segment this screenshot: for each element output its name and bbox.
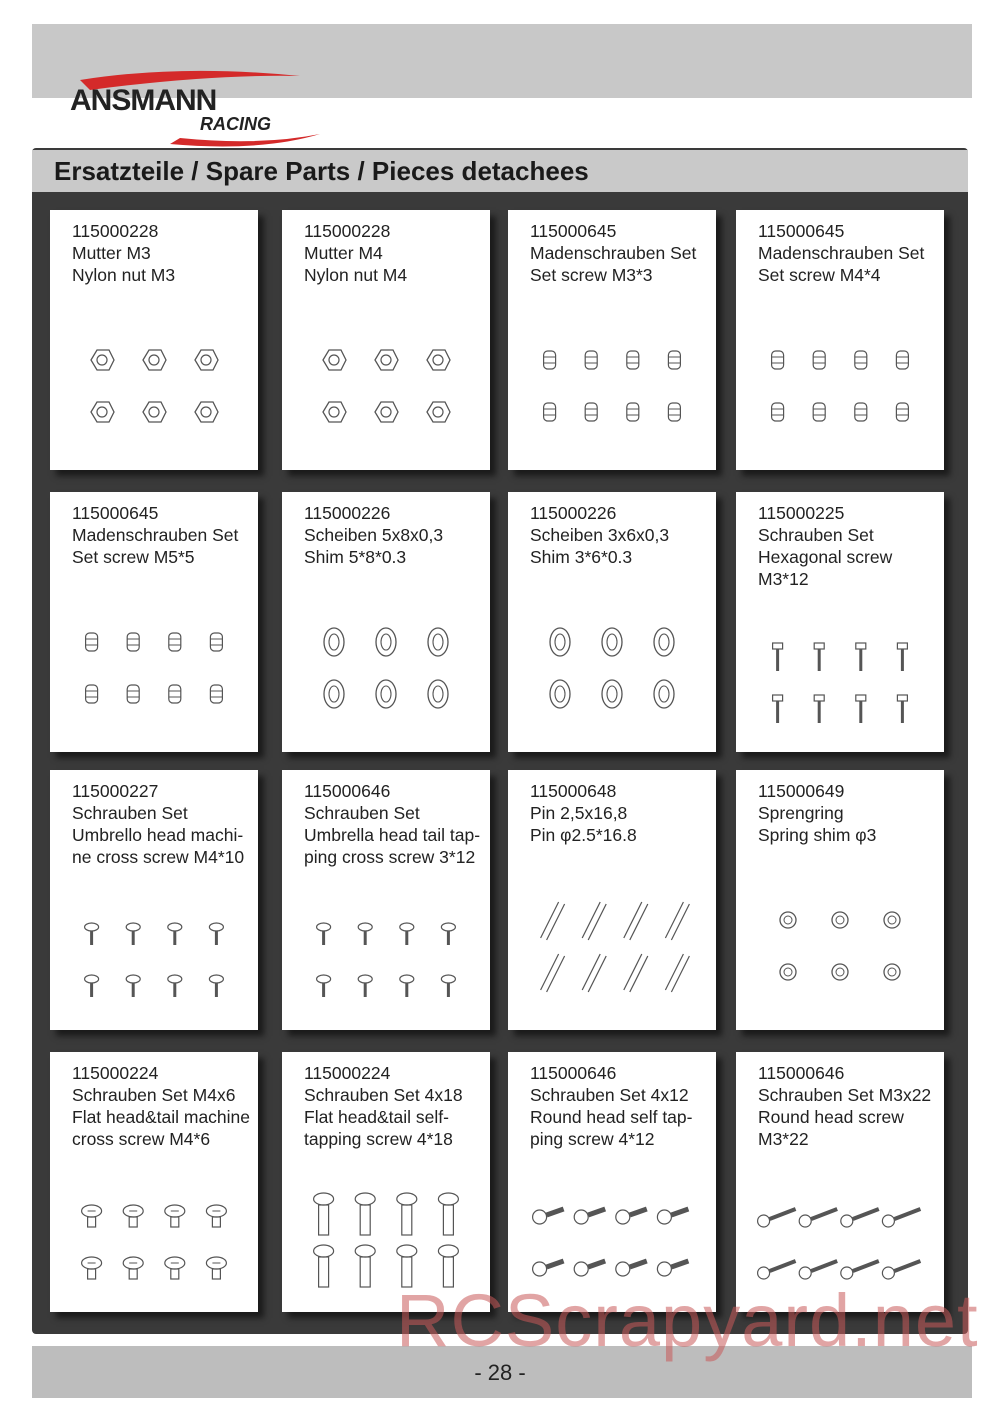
shim-icon — [282, 602, 490, 752]
part-text-line: Sprengring — [758, 803, 844, 823]
part-text-line: M3*12 — [758, 569, 809, 589]
part-description — [304, 780, 484, 868]
part-description — [758, 502, 938, 590]
part-description — [72, 502, 252, 568]
part-description — [530, 780, 710, 846]
part-description — [72, 1062, 252, 1150]
part-number: 115000225 — [758, 503, 845, 523]
part-text-line: ping screw 4*12 — [530, 1129, 655, 1149]
part-description — [530, 1062, 710, 1150]
part-text-line: Scheiben 3x6x0,3 — [530, 525, 670, 545]
part-number: 115000646 — [530, 1063, 617, 1083]
watermark: RCScrapyard.net — [396, 1279, 979, 1362]
part-card — [736, 770, 944, 1030]
part-description — [530, 502, 710, 568]
shim-icon — [508, 602, 716, 752]
part-number: 115000227 — [72, 781, 159, 801]
part-text-line: Pin φ2.5*16.8 — [530, 825, 637, 845]
part-description — [72, 780, 252, 868]
part-text-line: Pin 2,5x16,8 — [530, 803, 628, 823]
part-text-line: ne cross screw M4*10 — [72, 847, 245, 867]
part-number: 115000645 — [530, 221, 617, 241]
part-card — [736, 492, 944, 752]
part-text-line: Round head self tap- — [530, 1107, 693, 1127]
part-text-line: Set screw M3*3 — [530, 265, 653, 285]
part-card — [282, 492, 490, 752]
part-text-line: Schrauben Set 4x18 — [304, 1085, 463, 1105]
part-number: 115000648 — [530, 781, 617, 801]
part-number: 115000646 — [304, 781, 391, 801]
part-text-line: Schrauben Set 4x12 — [530, 1085, 689, 1105]
spring-ring-icon — [736, 880, 944, 1030]
part-text-line: Spring shim φ3 — [758, 825, 877, 845]
round-screw-icon — [282, 880, 490, 1030]
part-description — [304, 502, 484, 568]
part-description — [530, 220, 710, 286]
part-description — [758, 1062, 938, 1150]
brand-logo — [60, 68, 320, 148]
part-text-line: Set screw M4*4 — [758, 265, 881, 285]
part-text-line: Mutter M3 — [72, 243, 151, 263]
part-number: 115000645 — [72, 503, 159, 523]
part-text-line: Flat head&tail self- — [304, 1107, 449, 1127]
page-title: Ersatzteile / Spare Parts / Pieces detachees — [54, 156, 589, 186]
part-card — [736, 1052, 944, 1312]
part-card — [508, 492, 716, 752]
round-screw-icon — [50, 880, 258, 1030]
part-text-line: Schrauben Set M4x6 — [72, 1085, 236, 1105]
part-number: 115000226 — [530, 503, 617, 523]
part-description — [304, 220, 484, 286]
part-card — [282, 210, 490, 470]
part-number: 115000224 — [304, 1063, 391, 1083]
part-card — [50, 770, 258, 1030]
brand-sub: RACING — [200, 114, 271, 134]
part-text-line: tapping screw 4*18 — [304, 1129, 453, 1149]
part-number: 115000224 — [72, 1063, 159, 1083]
pin-icon — [508, 880, 716, 1030]
part-card — [50, 492, 258, 752]
set-screw-icon — [50, 602, 258, 752]
page-number: - 28 - — [474, 1360, 526, 1385]
part-number: 115000228 — [72, 221, 159, 241]
part-description — [72, 220, 252, 286]
part-text-line: ping cross screw 3*12 — [304, 847, 476, 867]
title-bar — [32, 150, 968, 192]
part-text-line: Umbrella head tail tap- — [304, 825, 481, 845]
part-text-line: Umbrello head machi- — [72, 825, 244, 845]
part-text-line: Scheiben 5x8x0,3 — [304, 525, 444, 545]
part-text-line: Schrauben Set — [758, 525, 874, 545]
part-card — [508, 770, 716, 1030]
part-text-line: Madenschrauben Set — [72, 525, 239, 545]
set-screw-icon — [508, 320, 716, 470]
part-description — [304, 1062, 484, 1150]
part-number: 115000226 — [304, 503, 391, 523]
hex-screw-icon — [736, 602, 944, 752]
part-text-line: Schrauben Set M3x22 — [758, 1085, 932, 1105]
part-card — [508, 210, 716, 470]
part-number: 115000646 — [758, 1063, 845, 1083]
part-text-line: Schrauben Set — [72, 803, 188, 823]
part-description — [758, 220, 938, 286]
part-text-line: Nylon nut M4 — [304, 265, 408, 285]
part-text-line: Hexagonal screw — [758, 547, 893, 567]
part-card — [282, 770, 490, 1030]
part-card — [282, 1052, 490, 1312]
part-text-line: Set screw M5*5 — [72, 547, 195, 567]
hex-nut-icon — [282, 320, 490, 470]
flat-screw-icon — [50, 1162, 258, 1312]
set-screw-icon — [736, 320, 944, 470]
part-card — [508, 1052, 716, 1312]
part-card — [50, 210, 258, 470]
part-text-line: Schrauben Set — [304, 803, 420, 823]
part-number: 115000228 — [304, 221, 391, 241]
part-text-line: Madenschrauben Set — [758, 243, 925, 263]
part-text-line: M3*22 — [758, 1129, 809, 1149]
hex-nut-icon — [50, 320, 258, 470]
part-card — [50, 1052, 258, 1312]
part-text-line: Shim 5*8*0.3 — [304, 547, 407, 567]
part-text-line: Madenschrauben Set — [530, 243, 697, 263]
part-number: 115000649 — [758, 781, 845, 801]
part-text-line: Shim 3*6*0.3 — [530, 547, 633, 567]
part-text-line: Flat head&tail machine — [72, 1107, 251, 1127]
part-text-line: Round head screw — [758, 1107, 904, 1127]
part-card — [736, 210, 944, 470]
part-text-line: Mutter M4 — [304, 243, 383, 263]
part-description — [758, 780, 938, 846]
part-number: 115000645 — [758, 221, 845, 241]
part-text-line: Nylon nut M3 — [72, 265, 176, 285]
brand-name: ANSMANN — [70, 84, 217, 117]
part-text-line: cross screw M4*6 — [72, 1129, 211, 1149]
